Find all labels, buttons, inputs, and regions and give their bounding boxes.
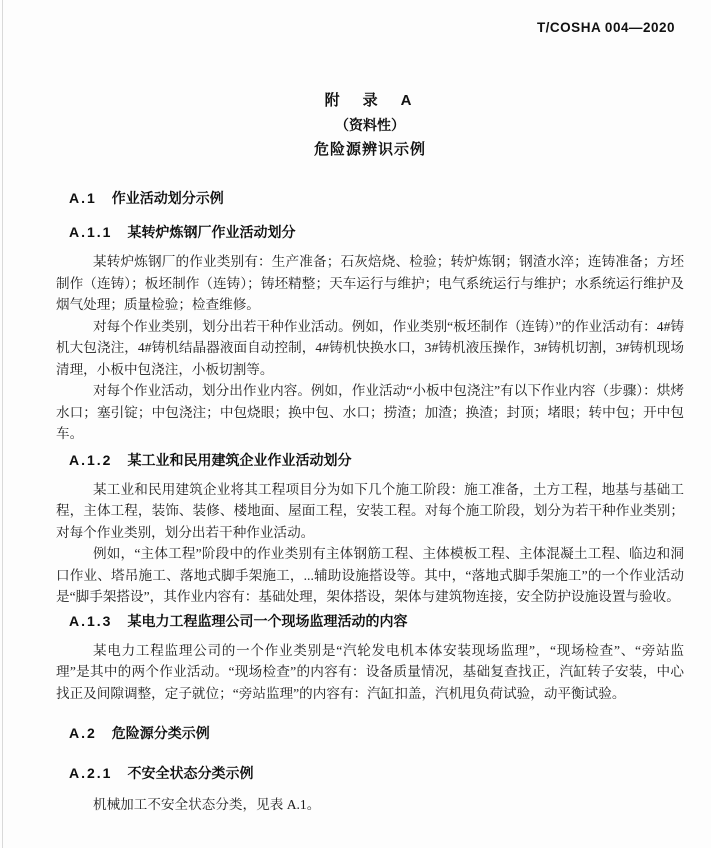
- doc-number: T/COSHA 004—2020: [536, 20, 675, 35]
- subsection-number: A.1.2: [69, 451, 113, 468]
- section-number: A.1: [69, 190, 97, 206]
- subsection-number: A.1.1: [69, 224, 113, 240]
- section-heading-a2: [56, 724, 684, 742]
- paragraph-a11-3: 对每个作业活动，划分出作业内容。例如，作业活动“小板中包浇注”有以下作业内容（步骤）：烘烤水口；塞引锭；中包浇注；中包烧眼；换中包、水口；捞渣；加渣；换渣；封顶；堵眼；转中包；开中包车。: [56, 383, 684, 441]
- appendix-type: （资料性）: [335, 117, 405, 133]
- section-heading-a1: [56, 189, 684, 207]
- subsection-heading-a13: [56, 612, 684, 630]
- appendix-subject: 危险源辨识示例: [313, 141, 426, 158]
- section-title: 危险源分类示例: [111, 725, 210, 741]
- subsection-title: 某电力工程监理公司一个现场监理活动的内容: [127, 612, 408, 629]
- subsection-number: A.2.1: [69, 765, 113, 781]
- subsection-number: A.1.3: [69, 612, 113, 629]
- paragraph-a11-2: 对每个作业类别，划分出若干种作业活动。例如，作业类别“板坯制作（连铸）”的作业活动有：4#铸机大包浇注，4#铸机结晶器液面自动控制，4#铸机快换水口，3#铸机液压操作，3#铸机切割，3#铸机现场清理，小板中包浇注，小板切割等。: [56, 318, 684, 377]
- appendix-label: 附 录 A: [324, 92, 416, 109]
- paragraph-a12-2: 例如，“主体工程”阶段中的作业类别有主体钢筋工程、主体模板工程、主体混凝土工程、临边和洞口作业、塔吊施工、落地式脚手架施工，...辅助设施搭设等。其中，“落地式脚手架施工”的一个作业活动是“脚手架搭设”，其作业内容有：基础处理，架体搭设，架体与建筑物连接，安全防护设施设置与验收。: [56, 546, 684, 604]
- subsection-title: 某转炉炼钢厂作业活动划分: [127, 224, 296, 240]
- scan-edge-artifact: [2, 0, 3, 848]
- subsection-title: 不安全状态分类示例: [127, 765, 254, 781]
- paragraph-a11-1: 某转炉炼钢厂的作业类别有：生产准备；石灰焙烧、检验；转炉炼钢；钢渣水淬；连铸准备；方坯制作（连铸）；板坯制作（连铸）；铸坯精整；天车运行与维护；电气系统运行与维护；水系统运行维护及烟气处理；质量检验；检查维修。: [56, 254, 684, 312]
- subsection-heading-a12: [56, 451, 684, 469]
- section-number: A.2: [69, 725, 97, 741]
- subsection-heading-a11: [56, 223, 684, 241]
- paragraph-a13-1: 某电力工程监理公司的一个作业类别是“汽轮发电机本体安装现场监理”，“现场检查”、“旁站监理”是其中的两个作业活动。“现场检查”的内容有：设备质量情况，基础复查找正，汽缸转子安装，中心找正及间隙调整，定子就位；“旁站监理”的内容有：汽缸扣盖，汽机甩负荷试验，动平衡试验。: [56, 642, 684, 701]
- subsection-heading-a21: [56, 764, 684, 782]
- paragraph-a12-1: 某工业和民用建筑企业将其工程项目分为如下几个施工阶段：施工准备，土方工程，地基与基础工程，主体工程，装饰、装修、楼地面、屋面工程，安装工程。对每个施工阶段，划分为若干种作业类别；对每个作业类别，划分出若干种作业活动。: [56, 481, 684, 540]
- paragraph-a21-1: 机械加工不安全状态分类，见表 A.1。: [93, 797, 321, 812]
- page-content: [56, 92, 684, 816]
- subsection-title: 某工业和民用建筑企业作业活动划分: [127, 451, 352, 468]
- section-title: 作业活动划分示例: [111, 190, 224, 206]
